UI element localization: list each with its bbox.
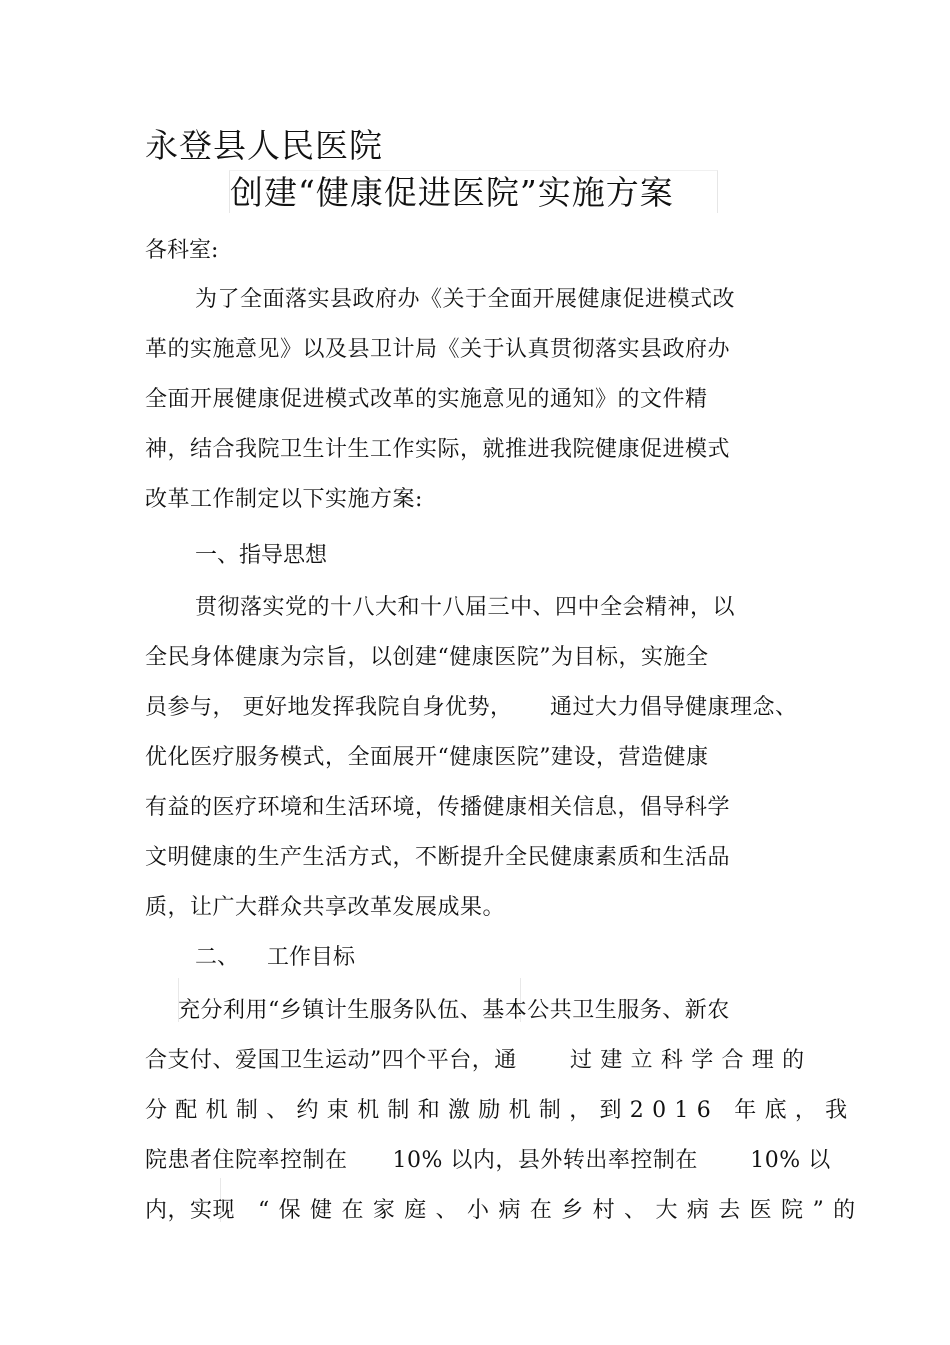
section2-line: “保健在家庭、小病在乡村、大病去医院”的 — [258, 1198, 865, 1223]
section2-line: 过建立科学合理的 — [570, 1048, 813, 1073]
section2-line: 合支付、爱国卫生运动”四个平台，通 — [145, 1048, 517, 1073]
section-heading-guiding-thought: 一、指导思想 — [195, 543, 328, 568]
section1-line: 质，让广大群众共享改革发展成果。 — [145, 895, 506, 920]
intro-line: 改革工作制定以下实施方案: — [145, 487, 423, 512]
section1-line: 员参与， 更好地发挥我院自身优势， 通过大力倡导健康理念、 — [145, 695, 798, 720]
intro-line: 全面开展健康促进模式改革的实施意见的通知》的文件精 — [145, 387, 708, 412]
section1-line: 优化医疗服务模式，全面展开“健康医院”建设，营造健康 — [145, 745, 709, 770]
intro-line: 革的实施意见》以及县卫计局《关于认真贯彻落实县政府办 — [145, 337, 731, 362]
section1-line: 贯彻落实党的十八大和十八届三中、四中全会精神，以 — [195, 595, 736, 620]
section1-line: 全民身体健康为宗旨，以创建“健康医院”为目标，实施全 — [145, 645, 709, 670]
section2-line: 内，实现 — [145, 1198, 236, 1223]
document-title: 创建“健康促进医院”实施方案 — [229, 170, 718, 213]
section1-line: 文明健康的生产生活方式，不断提升全民健康素质和生活品 — [145, 845, 731, 870]
section2-line: 分配机制、约束机制和激励机制，到2016 年底，我 — [145, 1098, 856, 1123]
intro-line: 神，结合我院卫生计生工作实际，就推进我院健康促进模式 — [145, 437, 731, 462]
intro-line: 为了全面落实县政府办《关于全面开展健康促进模式改 — [195, 287, 736, 312]
section1-line: 有益的医疗环境和生活环境，传播健康相关信息，倡导科学 — [145, 795, 731, 820]
org-title: 永登县人民医院 — [145, 126, 383, 165]
section2-line: 院患者住院率控制在 10% 以内，县外转出率控制在 10% 以 — [145, 1148, 831, 1173]
salutation: 各科室: — [145, 238, 219, 263]
section-heading-work-goals: 二、 工作目标 — [195, 945, 355, 970]
section2-line: 充分利用“乡镇计生服务队伍、基本公共卫生服务、新农 — [178, 998, 730, 1023]
